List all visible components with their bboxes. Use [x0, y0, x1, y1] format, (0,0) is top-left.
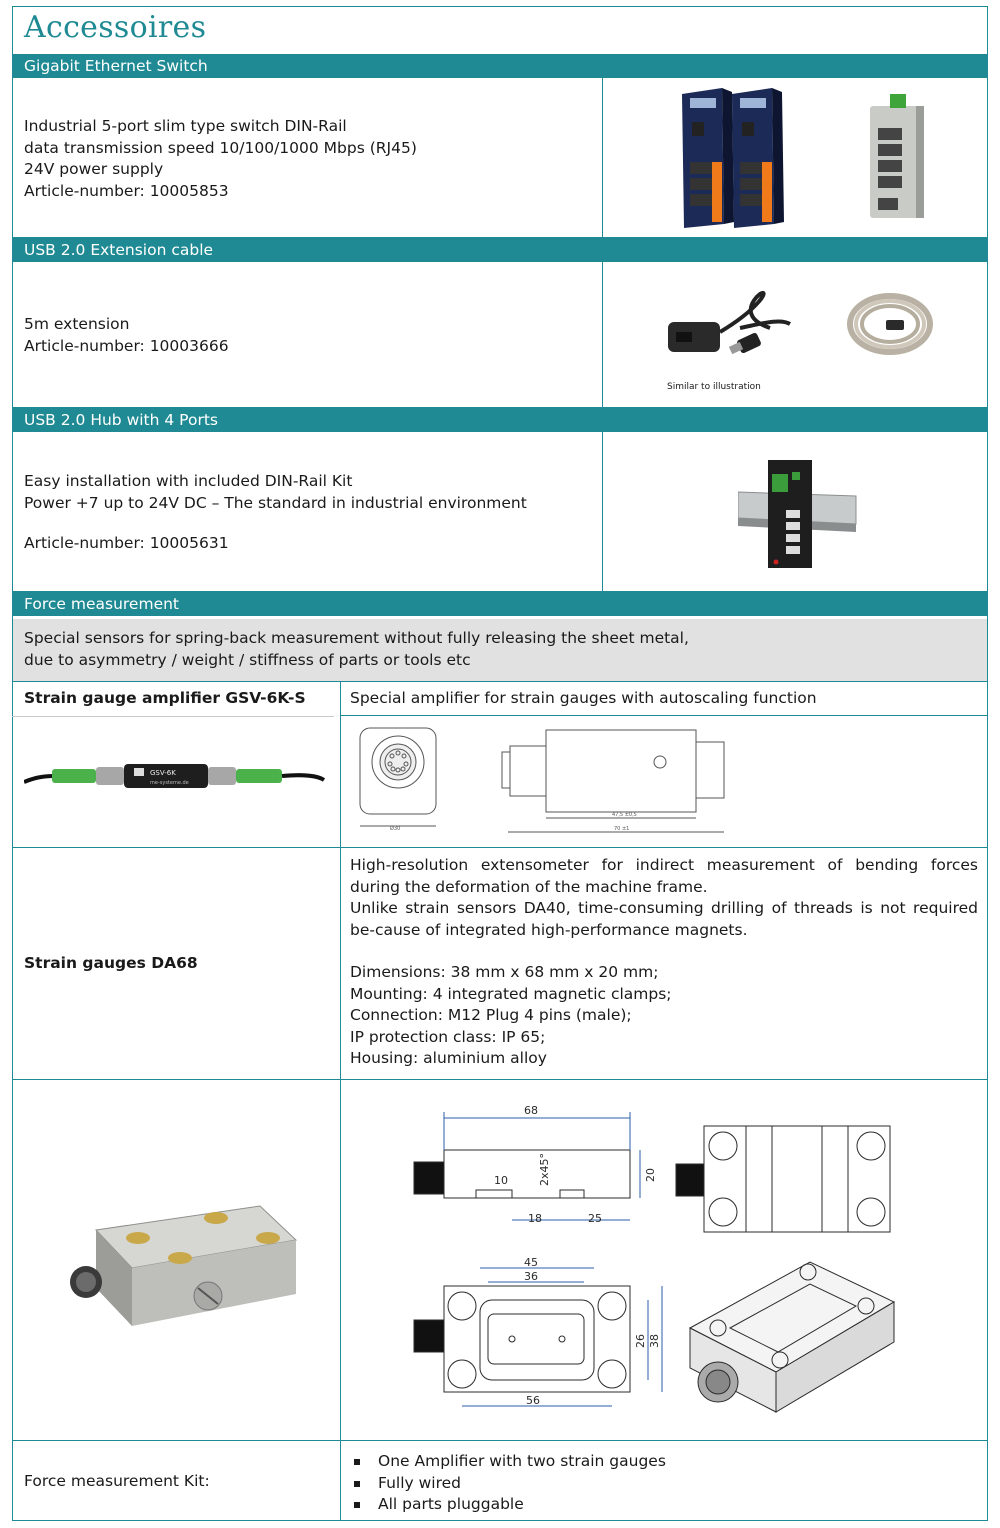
amplifier-photo [24, 736, 334, 826]
kit-item: One Amplifier with two strain gauges [350, 1451, 666, 1473]
divider [602, 78, 603, 237]
amplifier-label-site: me-systeme.de [150, 780, 189, 786]
strain-gauge-photo [60, 1196, 310, 1332]
amplifier-dim-diameter: Ø30 [390, 826, 401, 832]
amplifier-description: Special amplifier for strain gauges with autoscaling function [350, 689, 817, 707]
kit-items [350, 1451, 666, 1516]
dim-45: 45 [524, 1256, 538, 1269]
usb-cable-description: 5m extension Article-number: 10003666 [24, 315, 229, 355]
strain-gauge-description-1: High-resolution extensometer for indirect measurement of bending forces during the deformation of the machine frame. [350, 856, 978, 896]
kit-label: Force measurement Kit: [24, 1472, 210, 1490]
amplifier-front-view [360, 728, 436, 826]
usb-hub-description: Easy installation with included DIN-Rail Kit Power +7 up to 24V DC – The standard in industrial environment Article-number: 10005631 [24, 472, 527, 552]
da68-bottom-view [414, 1286, 630, 1392]
dim-36: 36 [524, 1270, 538, 1283]
switch-unit-3 [870, 94, 924, 218]
amplifier-dim-outer: 70 ±1 [614, 826, 630, 832]
section-header-usb-cable: USB 2.0 Extension cable [12, 238, 988, 262]
dim-10: 10 [494, 1174, 508, 1187]
amplifier-dim-inner: 47,5 ±0,5 [612, 812, 637, 818]
da68-top-view [676, 1126, 890, 1232]
switch-unit-1 [682, 88, 734, 228]
switch-description: Industrial 5-port slim type switch DIN-Rail data transmission speed 10/100/1000 Mbps (RJ45) 24V power supply Article-number: 10005853 [24, 117, 417, 200]
kit-item: Fully wired [350, 1473, 666, 1495]
usb-cable-black [668, 293, 790, 354]
strain-gauge-specs: Dimensions: 38 mm x 68 mm x 20 mm; Mounting: 4 integrated magnetic clamps; Connection: M12 Plug 4 pins (male); IP protection class: IP 65; Housing: aluminium alloy [350, 963, 672, 1067]
usb-hub-image [738, 452, 860, 572]
switch-unit-2 [732, 88, 784, 228]
dim-chamfer: 2x45° [538, 1152, 551, 1186]
section-header-switch: Gigabit Ethernet Switch [12, 54, 988, 78]
dim-25: 25 [588, 1212, 602, 1225]
divider [12, 1440, 988, 1441]
da68-side-view [414, 1150, 630, 1198]
usb-cable-coiled [850, 296, 930, 352]
divider [12, 716, 334, 717]
strain-gauge-description-2: Unlike strain sensors DA40, time-consuming drilling of threads is not required be-cause of integrated high-performance magnets. [350, 899, 978, 939]
divider [602, 432, 603, 591]
amplifier-drawing [350, 722, 770, 840]
divider [12, 847, 988, 848]
force-intro-text: Special sensors for spring-back measurement without fully releasing the sheet metal, due to asymmetry / weight / stiffness of parts or tools etc [24, 629, 689, 669]
dim-56: 56 [526, 1394, 540, 1407]
page-title: Accessoires [24, 10, 207, 45]
dim-18: 18 [528, 1212, 542, 1225]
strain-gauge-drawing [400, 1092, 900, 1422]
dim-26: 26 [634, 1334, 647, 1348]
kit-item: All parts pluggable [350, 1494, 666, 1516]
dim-68: 68 [524, 1104, 538, 1117]
ethernet-switch-image [640, 82, 960, 232]
divider [12, 1079, 988, 1080]
amplifier-label-model: GSV-6K [150, 769, 176, 777]
amplifier-name: Strain gauge amplifier GSV-6K-S [24, 689, 306, 707]
section-header-usb-hub: USB 2.0 Hub with 4 Ports [12, 408, 988, 432]
divider [12, 681, 988, 682]
strain-gauge-name: Strain gauges DA68 [24, 954, 198, 972]
section-header-force: Force measurement [12, 592, 988, 616]
da68-iso-view [690, 1262, 894, 1412]
dim-20: 20 [644, 1168, 657, 1182]
usb-cable-image [660, 288, 940, 378]
divider [340, 682, 341, 1521]
dim-38: 38 [648, 1334, 661, 1348]
divider [340, 715, 988, 716]
illustration-caption: Similar to illustration [667, 382, 761, 392]
divider [602, 262, 603, 407]
